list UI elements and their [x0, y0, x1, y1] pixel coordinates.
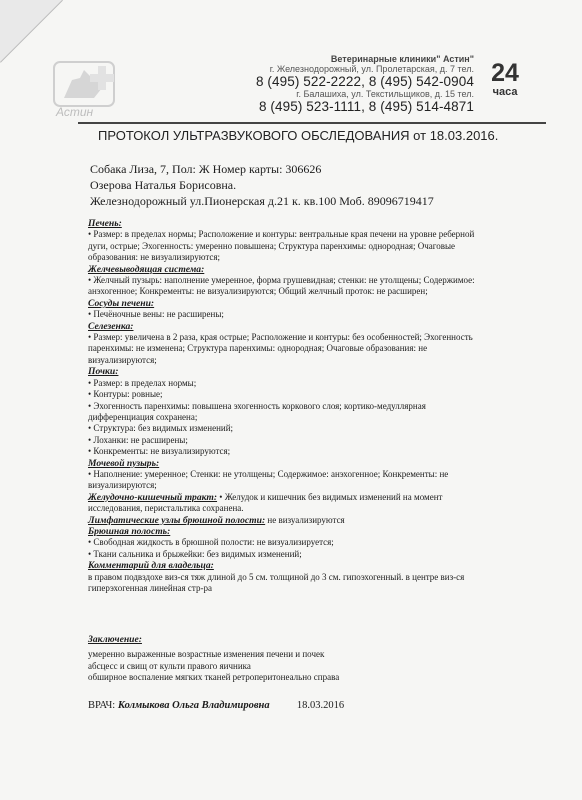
section-header [88, 321, 548, 332]
section-line: • Контуры: ровные; [88, 389, 163, 400]
section-line: • Эхогенность паренхимы: повышена эхогенность коркового слоя; кортико-медуллярная [88, 400, 426, 411]
section-title: Желудочно-кишечный тракт: [88, 491, 218, 503]
section-title: Брюшная полость: [88, 525, 171, 537]
section-header [88, 515, 548, 526]
address-2: г. Балашиха, ул. Текстильщиков, д. 15 тел. [296, 89, 474, 99]
section-line: • Наполнение: умеренное; Стенки: не утолщены; Содержимое: анэхогенное; Конкременты: не [88, 468, 449, 479]
section-header [88, 264, 548, 275]
phones-2: 8 (495) 523-1111, 8 (495) 514-4871 [258, 99, 474, 114]
section-line: • Свободная жидкость в брюшной полости: не визуализируется; [88, 537, 334, 548]
conclusion-block [88, 634, 548, 684]
section-title: Лимфатические узлы брюшной полости: [88, 514, 266, 526]
signature-date: 18.03.2016 [296, 700, 345, 711]
doctor-name: Колмыкова Ольга Владимировна [117, 700, 270, 711]
section-line: анэхогенное; Конкременты: не визуализируются; Общий желчный проток: не расширен; [88, 286, 428, 297]
section-line: паренхимы: не изменена; Структура паренхимы: однородная; Очаговые образования: не [88, 343, 428, 354]
section-line: дуги, острые; Эхогенность: умеренно повышена; Структура паренхимы: однородная; Очаговые [88, 240, 455, 251]
conclusion-line-3: обширное воспаление мягких тканей ретроперитонеально справа [88, 672, 340, 683]
section-line: дифференциация сохранена; [88, 411, 198, 422]
clinic-name: Ветеринарные клиники" Астин" [330, 54, 474, 64]
logo-text: Астин [56, 105, 94, 119]
section-line: • Лоханки: не расширены; [88, 434, 188, 445]
section-line: • Структура: без видимых изменений; [88, 423, 234, 434]
section-line: • Размер: в пределах нормы; Расположение и контуры: вентральные края печени на уровне реберной [88, 229, 475, 240]
section-line: • Размер: в пределах нормы; [88, 377, 197, 388]
section-line: • Конкременты: не визуализируются; [88, 446, 231, 457]
section-header [88, 218, 548, 229]
exam-sections [88, 218, 548, 594]
section-title: Мочевой пузырь: [88, 457, 160, 469]
clinic-header [256, 54, 474, 114]
section-title: Желчевыводящая система: [88, 263, 205, 275]
section-header [88, 298, 548, 309]
section-line: • Размер: увеличена в 2 раза, края острые; Расположение и контуры: без особенностей; Эхогенность [88, 332, 473, 343]
section-header [88, 492, 548, 503]
patient-line-3: Железнодорожный ул.Пионерская д.21 к. кв.100 Моб. 89096719417 [90, 194, 434, 208]
section-line: • Ткани сальника и брыжейки: без видимых изменений; [88, 548, 302, 559]
section-title: Печень: [88, 218, 122, 229]
address-1: г. Железнодорожный, ул. Пролетарская, д. 7 тел. [269, 64, 474, 74]
section-line: исследования, перистальтика сохранена. [88, 503, 244, 514]
section-line: визуализируются; [88, 354, 157, 365]
section-header [88, 366, 548, 377]
section-line: в правом подвздохе виз-ся тяж длиной до 5 см. толщиной до 3 см. гипоэхогенный. в центре виз-ся [88, 571, 465, 582]
conclusion-line-1: умеренно выраженные возрастные изменения печени и почек [88, 649, 325, 660]
clinic-logo-icon [50, 58, 132, 120]
section-title: Селезенка: [88, 320, 134, 332]
patient-line-1: Собака Лиза, 7, Пол: Ж Номер карты: 306626 [90, 162, 322, 176]
section-line: гиперэхогенная линейная стр-ра [88, 583, 212, 593]
hours-number: 24 [491, 59, 519, 87]
conclusion-title: Заключение: [88, 634, 142, 645]
section-line: • Желчный пузырь: наполнение умеренное, форма грушевидная; стенки: не утолщены; Содержимое: [88, 275, 475, 286]
hours-badge [480, 60, 530, 98]
section-title: Сосуды печени: [88, 297, 155, 309]
header-rule [78, 122, 546, 124]
patient-line-2: Озерова Наталья Борисовна. [90, 178, 237, 192]
section-inline-text: не визуализируются [265, 514, 345, 525]
protocol-title: ПРОТОКОЛ УЛЬТРАЗВУКОВОГО ОБСЛЕДОВАНИЯ от 18.03.2016. [98, 128, 499, 143]
section-inline-text: • Желудок и кишечник без видимых изменений на момент [217, 491, 443, 502]
signature-label: ВРАЧ: [88, 700, 116, 711]
section-line: визуализируются; [88, 480, 157, 491]
doctor-signature [88, 700, 344, 711]
hours-word: часа [492, 86, 518, 98]
section-header [88, 458, 548, 469]
section-title: Комментарий для владельца: [88, 560, 214, 572]
phones-1: 8 (495) 522-2222, 8 (495) 542-0904 [255, 74, 474, 89]
section-title: Почки: [88, 366, 119, 378]
section-header [88, 526, 548, 537]
section-line: образования: не визуализируются; [88, 252, 221, 263]
section-header [88, 560, 548, 571]
conclusion-line-2: абсцесс и свищ от культи правого яичника [88, 660, 251, 671]
section-line: • Печёночные вены: не расширены; [88, 309, 224, 320]
